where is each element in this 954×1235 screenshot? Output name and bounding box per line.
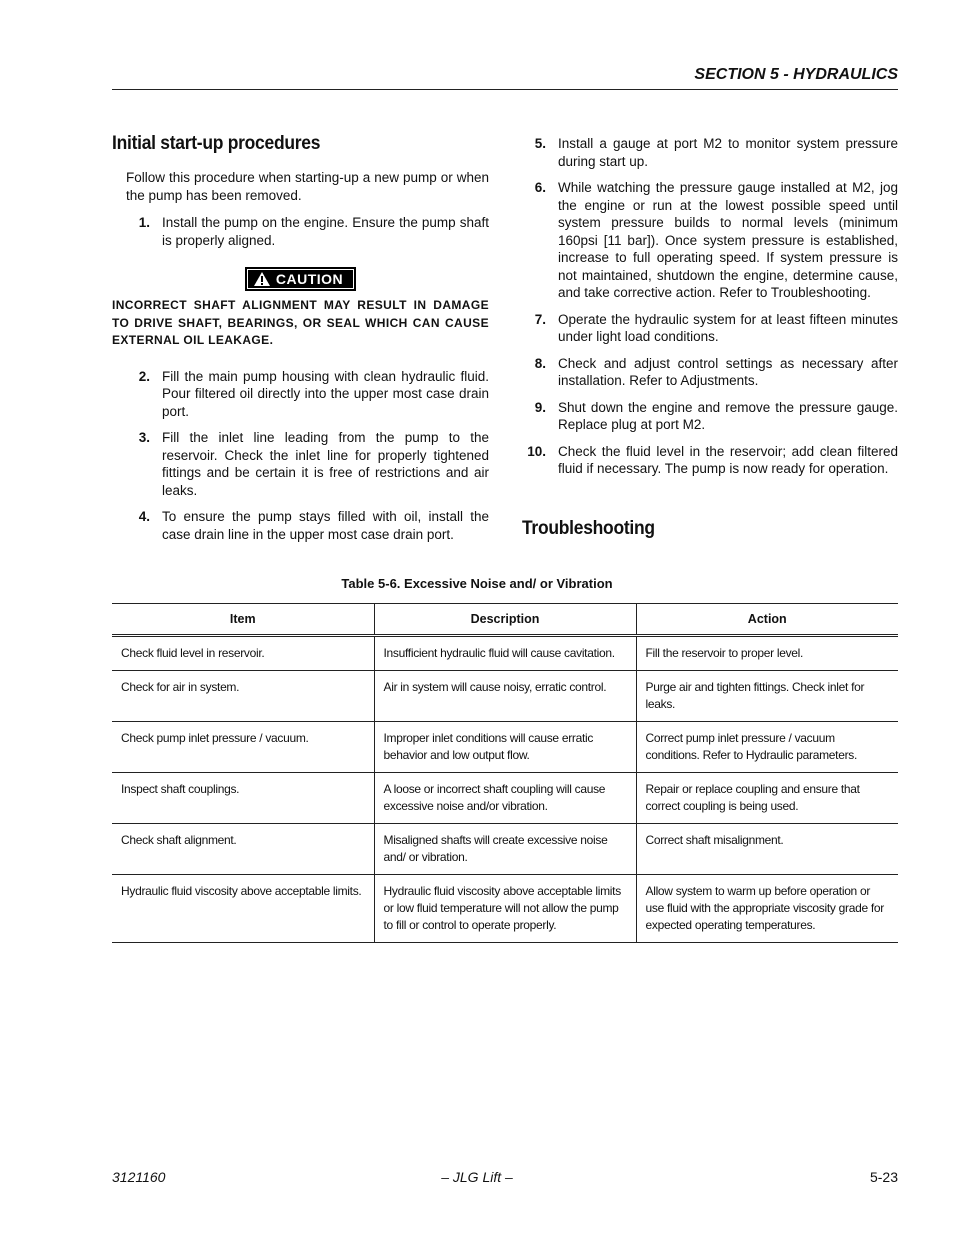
cell-description: Air in system will cause noisy, erratic control. (374, 671, 636, 722)
column-header-action: Action (636, 604, 898, 636)
caution-badge (245, 267, 356, 291)
cell-action: Repair or replace coupling and ensure that correct coupling is being used. (636, 773, 898, 824)
cell-description: A loose or incorrect shaft coupling will cause excessive noise and/or vibration. (374, 773, 636, 824)
step-number: 2. (138, 368, 150, 384)
warning-icon (254, 272, 270, 286)
step-text: Operate the hydraulic system for at least fifteen minutes under light load conditions. (558, 311, 898, 344)
cell-description: Hydraulic fluid viscosity above acceptable limits or low fluid temperature will not allow the pump to fill or control to operate properly. (374, 875, 636, 943)
cell-item: Check fluid level in reservoir. (112, 636, 374, 671)
table-body (112, 636, 898, 943)
step-item (112, 368, 489, 421)
cell-action: Allow system to warm up before operation or use fluid with the appropriate viscosity grade for expected operating temperatures. (636, 875, 898, 943)
troubleshooting-heading: Troubleshooting (522, 518, 655, 539)
table-row (112, 875, 898, 943)
cell-action: Correct shaft misalignment. (636, 824, 898, 875)
cell-item: Check shaft alignment. (112, 824, 374, 875)
step-text: Fill the main pump housing with clean hydraulic fluid. Pour filtered oil directly into the upper most case drain port. (162, 368, 489, 419)
step-number: 5. (534, 136, 546, 151)
table-row (112, 671, 898, 722)
column-header-item: Item (112, 604, 374, 636)
left-column (112, 133, 489, 552)
doc-number: 3121160 (112, 1169, 166, 1185)
startup-heading: Initial start-up procedures (112, 133, 321, 154)
table-row (112, 722, 898, 773)
cell-action: Correct pump inlet pressure / vacuum conditions. Refer to Hydraulic parameters. (636, 722, 898, 773)
caution-label: CAUTION (275, 271, 344, 287)
page-number: 5-23 (869, 1169, 898, 1185)
caution-text: INCORRECT SHAFT ALIGNMENT MAY RESULT IN DAMAGE TO DRIVE SHAFT, BEARINGS, OR SEAL WHICH CAN CAUSE EXTERNAL OIL LEAKAGE. (112, 298, 489, 347)
table-header-row (112, 604, 898, 636)
step-text: Install the pump on the engine. Ensure the pump shaft is properly aligned. (162, 215, 489, 248)
step-text: Fill the inlet line leading from the pump to the reservoir. Check the inlet line for properly tightened fittings and be certain it is free of restrictions and air leaks. (162, 430, 489, 498)
right-column (522, 135, 898, 487)
step-item (112, 429, 489, 499)
step-item (112, 214, 489, 249)
step-item (522, 443, 898, 478)
step-text: To ensure the pump stays filled with oil, install the case drain line in the upper most case drain port. (162, 509, 489, 542)
table-row (112, 636, 898, 671)
startup-intro: Follow this procedure when starting-up a new pump or when the pump has been removed. (126, 170, 489, 203)
cell-action: Purge air and tighten fittings. Check inlet for leaks. (636, 671, 898, 722)
step-text: Shut down the engine and remove the pressure gauge. Replace plug at port M2. (558, 399, 898, 432)
steps-left (112, 368, 489, 544)
cell-action: Fill the reservoir to proper level. (636, 636, 898, 671)
header-rule (112, 89, 898, 90)
cell-item: Hydraulic fluid viscosity above acceptable limits. (112, 875, 374, 943)
step-number: 7. (534, 311, 546, 327)
step-text: Check and adjust control settings as necessary after installation. Refer to Adjustments. (558, 355, 898, 388)
column-header-description: Description (374, 604, 636, 636)
step-text: Check the fluid level in the reservoir; add clean filtered fluid if necessary. The pump is now ready for operation. (558, 443, 898, 476)
cell-description: Misaligned shafts will create excessive noise and/ or vibration. (374, 824, 636, 875)
steps-before-caution (112, 214, 489, 249)
table-row (112, 824, 898, 875)
section-header: SECTION 5 - HYDRAULICS (694, 66, 898, 83)
step-item (522, 311, 898, 346)
step-item (522, 179, 898, 302)
cell-item: Inspect shaft couplings. (112, 773, 374, 824)
step-number: 9. (534, 399, 546, 415)
step-item (522, 135, 898, 170)
step-item (522, 355, 898, 390)
step-number: 3. (138, 430, 150, 445)
step-text: Install a gauge at port M2 to monitor system pressure during start up. (558, 136, 898, 169)
table-title: Table 5-6. Excessive Noise and/ or Vibration (341, 576, 613, 591)
cell-item: Check pump inlet pressure / vacuum. (112, 722, 374, 773)
table-row (112, 773, 898, 824)
cell-description: Insufficient hydraulic fluid will cause cavitation. (374, 636, 636, 671)
caution-box (112, 267, 489, 291)
cell-description: Improper inlet conditions will cause erratic behavior and low output flow. (374, 722, 636, 773)
step-number: 4. (138, 509, 150, 524)
step-number: 1. (138, 215, 150, 230)
cell-item: Check for air in system. (112, 671, 374, 722)
step-text: While watching the pressure gauge installed at M2, jog the engine or run at the lowest possible speed until system pressure builds to normal levels (minimum 160psi [11 bar]). Once system pressure is established, increase to full operating speed. If system pressure is not maintained, shutdown the engine, determine cause, and take corrective action. Refer to Troubleshooting. (558, 180, 898, 300)
footer-brand: – JLG Lift – (441, 1169, 513, 1185)
step-number: 8. (534, 355, 546, 371)
step-number: 6. (534, 180, 546, 195)
step-item (112, 508, 489, 543)
step-number: 10. (527, 443, 546, 459)
troubleshooting-table (112, 603, 898, 943)
step-item (522, 399, 898, 434)
steps-right (522, 135, 898, 478)
